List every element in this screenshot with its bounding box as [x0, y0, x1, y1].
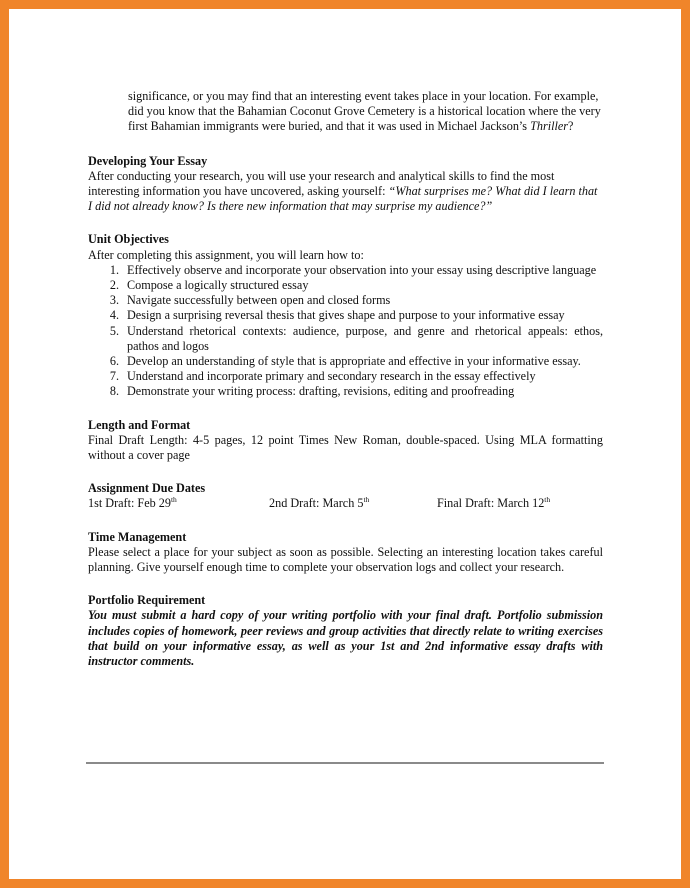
list-item: [88, 308, 603, 323]
list-item-number: 1.: [109, 262, 119, 277]
section-portfolio: [88, 593, 603, 669]
list-item-text: Design a surprising reversal thesis that gives shape and purpose to your informative essay: [127, 308, 565, 323]
list-item-text: Navigate successfully between open and closed forms: [127, 293, 391, 308]
intro-text-end: ?: [568, 119, 574, 134]
list-item-number: 5.: [109, 323, 119, 338]
due-dates-row: [88, 496, 603, 511]
document-page: [9, 9, 681, 879]
final-draft-date: [437, 496, 550, 511]
list-item-number: 4.: [109, 308, 119, 323]
section-objectives: [88, 232, 603, 399]
developing-quote: “What surprises me? What did I learn that I did not already know? Is there new information that may surprise my audience?”: [88, 184, 598, 214]
due-heading: Assignment Due Dates: [88, 481, 206, 496]
objectives-lead: After completing this assignment, you will learn how to:: [88, 247, 364, 262]
second-draft-suffix: th: [363, 495, 370, 505]
developing-text: After conducting your research, you will use your research and analytical skills to find the most interesting information you have uncovered, asking yourself:: [88, 168, 555, 199]
first-draft-suffix: th: [170, 495, 177, 505]
list-item: [88, 278, 603, 293]
list-item-text: Understand rhetorical contexts: audience, purpose, and genre and rhetorical appeals: ethos, pathos and logos: [127, 323, 603, 353]
list-item-text: Compose a logically structured essay: [127, 278, 309, 293]
list-item-number: 8.: [109, 384, 119, 399]
section-due-dates: [88, 481, 603, 511]
list-item: [88, 384, 603, 399]
objectives-heading: Unit Objectives: [88, 232, 169, 247]
second-draft-label: 2nd Draft: March 5: [269, 496, 364, 511]
list-item-number: 2.: [109, 278, 119, 293]
list-item: [88, 263, 603, 278]
list-item-text: Demonstrate your writing process: drafting, revisions, editing and proofreading: [127, 384, 515, 399]
time-heading: Time Management: [88, 529, 187, 544]
list-item-text: Understand and incorporate primary and secondary research in the essay effectively: [127, 369, 536, 384]
section-length-format: [88, 418, 603, 464]
list-item: [88, 369, 603, 384]
length-heading: Length and Format: [88, 417, 191, 432]
first-draft-label: 1st Draft: Feb 29: [88, 496, 171, 511]
final-draft-suffix: th: [544, 495, 551, 505]
developing-heading: Developing Your Essay: [88, 153, 208, 168]
final-draft-label: Final Draft: March 12: [437, 496, 545, 511]
list-item-number: 7.: [109, 369, 119, 384]
document-content: [88, 89, 603, 669]
second-draft-date: [269, 496, 437, 511]
list-item: [88, 324, 603, 354]
length-text: Final Draft Length: 4-5 pages, 12 point Times New Roman, double-spaced. Using MLA formatting without a cover page: [88, 432, 603, 463]
list-item-text: Develop an understanding of style that is appropriate and effective in your informative essay.: [127, 354, 581, 369]
time-text: Please select a place for your subject as soon as possible. Selecting an interesting location takes careful planning. Give yourself enough time to complete your observation logs and collect your research.: [88, 544, 603, 575]
list-item-text: Effectively observe and incorporate your observation into your essay using descriptive language: [127, 262, 597, 277]
section-developing: [88, 154, 603, 215]
first-draft-date: [88, 496, 269, 511]
portfolio-text: You must submit a hard copy of your writing portfolio with your final draft. Portfolio submission includes copies of homework, peer reviews and group activities that directly relate to writing exercises that build on your informative essay, as well as your 1st and 2nd informative essay drafts with instructor comments.: [88, 608, 603, 669]
list-item: [88, 354, 603, 369]
portfolio-heading: Portfolio Requirement: [88, 593, 206, 608]
list-item: [88, 293, 603, 308]
section-time-management: [88, 530, 603, 576]
intro-paragraph: [88, 89, 603, 135]
list-item-number: 3.: [109, 293, 119, 308]
objectives-list: [88, 263, 603, 400]
footer-rule: [86, 762, 604, 764]
intro-italic-title: Thriller: [530, 119, 569, 134]
intro-text: significance, or you may find that an interesting event takes place in your location. For example, did you know that the Bahamian Coconut Grove Cemetery is a historical location where the very first Bahamian immigrants were buried, and that it was used in Michael Jackson’s: [128, 89, 601, 134]
list-item-number: 6.: [109, 354, 119, 369]
developing-paragraph: [88, 169, 603, 215]
